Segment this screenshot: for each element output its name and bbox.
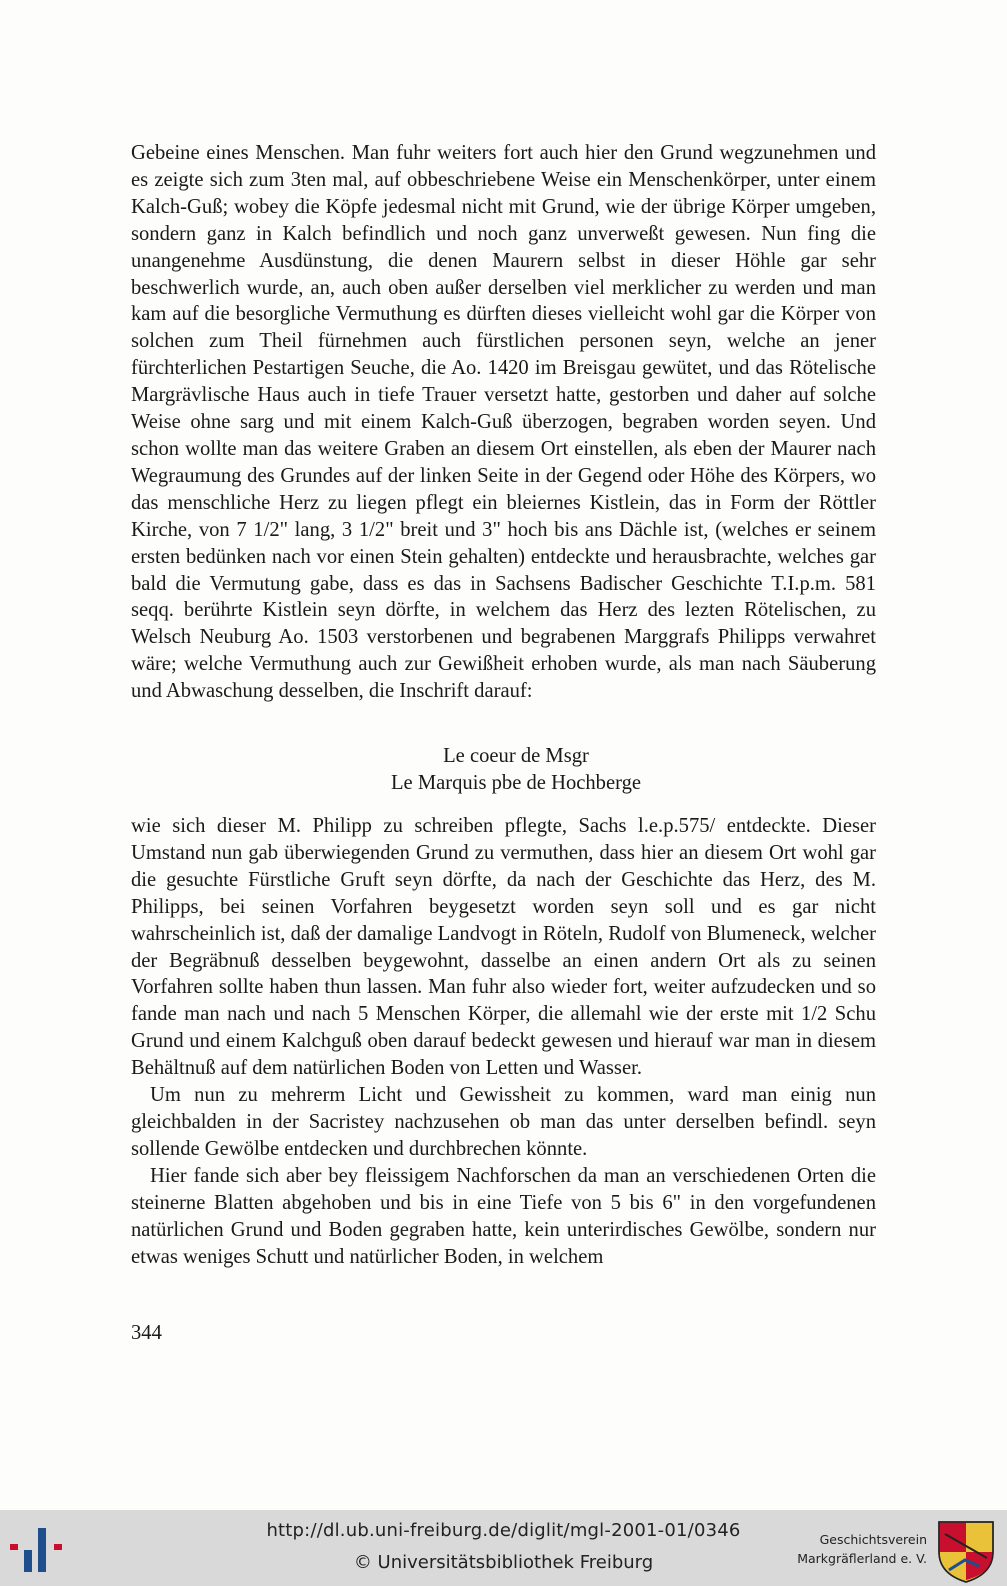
inscription	[131, 743, 901, 797]
copyright-notice: © Universitätsbibliothek Freiburg	[353, 1552, 654, 1573]
society-line: Geschichtsverein	[819, 1532, 927, 1547]
permalink-url[interactable]: http://dl.ub.uni-freiburg.de/diglit/mgl-2001-01/0346	[266, 1520, 741, 1541]
paragraph: wie sich dieser M. Philipp zu schreiben pflegte, Sachs l.e.p.575/ entdeckte. Dieser Umstand nun gab überwiegenden Grund zu vermuthen, dass hier an diesem Ort wohl gar die gesuchte Fürstliche Gruft seyn dörfte, da nach der Geschichte das Herz, des M. Philipps, bei seinen Vorfahren beygesetzt worden seyn soll und es gar nicht wahrscheinlich ist, daß der damalige Landvogt in Röteln, Rudolf von Blumeneck, welcher der Begräbnuß desselben beygewohnt, dasselbe an einen andern Ort als zu seinen Vorfahren sollte haben thun lassen. Man fuhr also wieder fort, weiter aufzudecken und so fande man nach und nach 5 Menschen Körper, die allemahl wie der erste mit 1/2 Schu Grund und einem Kalchguß oben darauf bedeckt gewesen und hierauf war man in diesem Behältnuß auf dem natürlichen Boden von Letten und Wasser.	[131, 815, 876, 1080]
coat-of-arms-icon	[935, 1518, 997, 1584]
page-number: 344	[131, 1322, 162, 1344]
society-name	[797, 1530, 927, 1568]
paragraph: Gebeine eines Menschen. Man fuhr weiters fort auch hier den Grund wegzunehmen und es zeigte sich zum 3ten mal, auf obbeschriebene Weise ein Menschenkörper, unter einem Kalch-Guß; wobey die Köpfe jedesmal nicht mit Grund, wie der übrige Körper umgeben, sondern ganz in Kalch befindlich und noch ganz unverweßt gewesen. Nun fing die unangenehme Ausdünstung, die denen Maurern selbst in dieser Höhle gar sehr beschwerlich wurde, an, auch oben außer derselben viel merklicher zu werden und man kam auf die besorgliche Vermuthung es dürften dieses vielleicht wohl gar die Körper von solchen zum Theil fürnehmen auch fürstlichen personen seyn, welche an jener fürchterlichen Pestartigen Seuche, die Ao. 1420 im Breisgau gewütet, und das Rötelische Margrävlische Haus auch in tiefe Trauer versetzt hatte, gestorben und daher auf solche Weise ohne sarg und mit einem Kalch-Guß überzogen, begraben worden seyen. Und schon wollte man das weitere Graben an diesem Ort einstellen, als eben der Maurer nach Wegraumung des Grundes auf der linken Seite in der Gegend oder Höhe des Körpers, wo das menschliche Herz zu liegen pflegt ein bleiernes Kistlein, das in Form der Röttler Kirche, von 7 1/2" lang, 3 1/2" breit und 3" hoch bis ans Dächle ist, (welches er seinem ersten bedünken nach vor einen Stein gehalten) entdeckte und herausbrachte, welches gar bald die Vermutung gabe, dass es das in Sachsens Badischer Geschichte T.I.p.m. 581 seqq. berührte Kistlein seyn dörfte, in welchem das Herz des lezten Rötelischen, zu Welsch Neuburg Ao. 1503 verstorbenen und begrabenen Marggrafs Philipps verwahret wäre; welche Vermuthung auch zur Gewißheit erhoben wurde, als man nach Säuberung und Abwaschung desselben, die Inschrift darauf:	[131, 142, 876, 703]
inscription-line: Le coeur de Msgr	[443, 745, 589, 767]
inscription-line: Le Marquis pbe de Hochberge	[390, 772, 642, 794]
society-line: Markgräflerland e. V.	[797, 1551, 927, 1566]
paragraph: Um nun zu mehrerm Licht und Gewissheit zu kommen, ward man einig nun gleichbalden in der Sacristey nachzusehen ob man das unter derselben befindl. seyn sollende Gewölbe entdecken und durchbrechen könnte.	[131, 1084, 876, 1160]
paragraph: Hier fande sich aber bey fleissigem Nachforschen da man an verschiedenen Orten die steinerne Blatten abgehoben und bis in eine Tiefe von 5 bis 6" in den vorgefundenen natürlichen Grund und Boden gegraben hatte, kein unterirdisches Gewölbe, sondern nur etwas weniges Schutt und natürlicher Boden, in welchem	[131, 1164, 876, 1268]
footer-bar	[0, 1510, 1007, 1586]
body-text-block-1	[131, 140, 876, 705]
body-text-block-2	[131, 813, 876, 1270]
